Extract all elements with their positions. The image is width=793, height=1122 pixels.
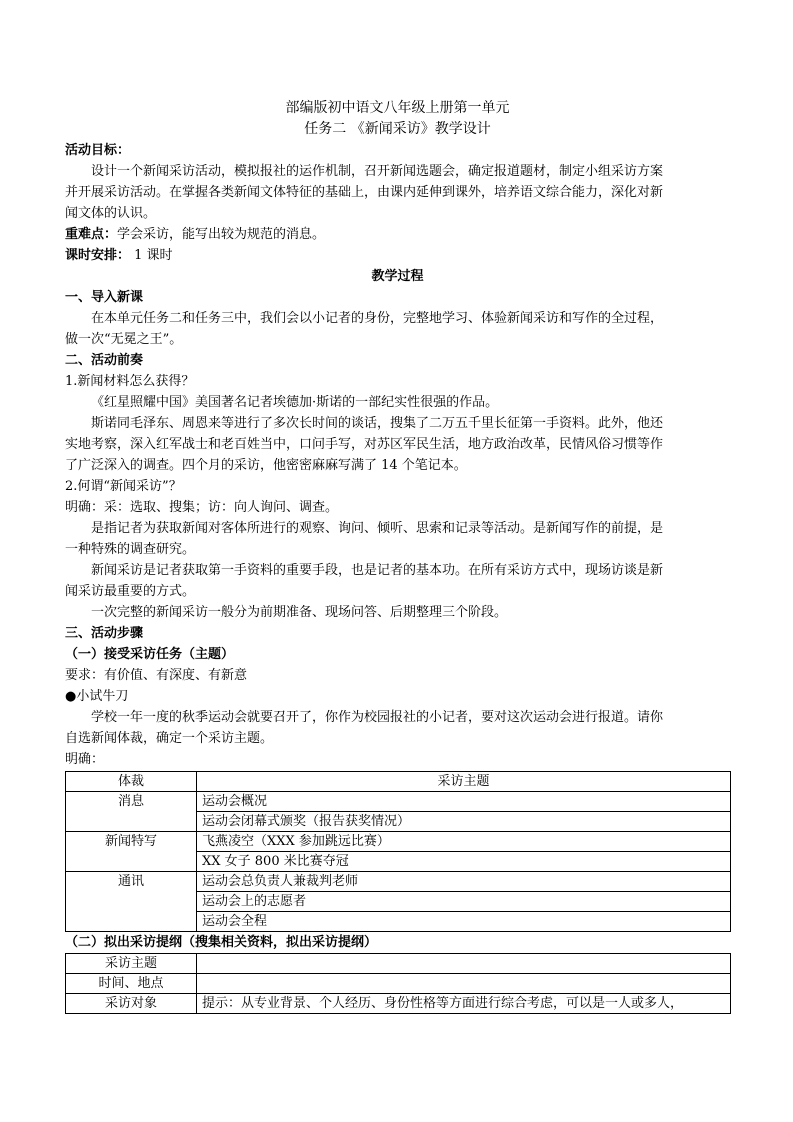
topic-cell: 飞燕凌空（XXX 参加跳远比赛）: [197, 832, 731, 852]
topic-cell: 运动会概况: [197, 792, 731, 812]
section-heading: 三、活动步骤: [65, 626, 144, 641]
subsection-heading: （二）拟出采访提纲（搜集相关资料，拟出采访提纲）: [65, 935, 378, 950]
table-row: [66, 872, 731, 892]
paragraph-line: 是指记者为获取新闻对客体所进行的观察、询问、倾听、思索和记录等活动。是新闻写作的前提，是: [91, 521, 664, 536]
goals-text-line: 闻文体的认识。: [65, 206, 157, 221]
key-points-text: 学会采访，能写出较为规范的消息。: [117, 227, 326, 242]
goals-text-line: 设计一个新闻采访活动，模拟报社的运作机制，召开新闻选题会，确定报道题材，制定小组采访方案: [91, 164, 664, 179]
genre-cell: 通讯: [66, 872, 197, 932]
requirement: 要求：有价值、有深度、有新意: [65, 668, 248, 683]
paragraph-line: 一次完整的新闻采访一般分为前期准备、现场问答、后期整理三个阶段。: [91, 605, 508, 620]
genre-cell: 新闻特写: [66, 832, 197, 872]
interview-outline-table: [65, 953, 731, 1014]
topic-cell: 运动会闭幕式颁奖（报告获奖情况）: [197, 812, 731, 832]
answer: 明确：采：选取、搜集；访：向人询问、调查。: [65, 500, 339, 515]
paragraph-line: 闻采访最重要的方式。: [65, 584, 196, 599]
outline-value-cell: 提示：从专业背景、个人经历、身份性格等方面进行综合考虑，可以是一人或多人，: [197, 994, 731, 1014]
trial-heading: ●小试牛刀: [65, 689, 129, 704]
paragraph-line: 斯诺同毛泽东、周恩来等进行了多次长时间的谈话，搜集了二万五千里长征第一手资料。此外，他还: [91, 416, 664, 431]
paragraph-line: 做一次“无冕之王”。: [65, 332, 183, 347]
section-heading: 一、导入新课: [65, 290, 144, 305]
goals-label: 活动目标：: [65, 143, 131, 158]
goals-text-line: 并开展采访活动。在掌握各类新闻文体特征的基础上，由课内延伸到课外，培养语文综合能力，深化对新: [65, 185, 664, 200]
genre-cell: 消息: [66, 792, 197, 832]
table-header-cell: 体裁: [66, 772, 197, 792]
paragraph-line: 《红星照耀中国》美国著名记者埃德加·斯诺的一部纪实性很强的作品。: [91, 395, 499, 410]
table-header-row: [66, 772, 731, 792]
outline-label-cell: 时间、地点: [66, 974, 197, 994]
schedule-text: 1 课时: [130, 248, 173, 263]
outline-value-cell: [197, 974, 731, 994]
paragraph-line: 新闻采访是记者获取第一手资料的重要手段，也是记者的基本功。在所有采访方式中，现场访谈是新: [91, 563, 664, 578]
table-row: [66, 954, 731, 974]
paragraph-line: 一种特殊的调查研究。: [65, 542, 196, 557]
key-points: [65, 224, 730, 245]
outline-label-cell: 采访对象: [66, 994, 197, 1014]
process-title: 教学过程: [371, 269, 424, 284]
outline-label-cell: 采访主题: [66, 954, 197, 974]
key-points-label: 重难点：: [65, 227, 118, 242]
schedule-label: 课时安排：: [65, 248, 131, 263]
lesson-plan: [65, 98, 730, 1014]
doc-title: 部编版初中语文八年级上册第一单元: [285, 100, 510, 116]
question: 1.新闻材料怎么获得？: [65, 374, 195, 389]
table-row: [66, 994, 731, 1014]
paragraph-line: 学校一年一度的秋季运动会就要召开了，你作为校园报社的小记者，要对这次运动会进行报道。请你: [91, 710, 664, 725]
outline-value-cell: [197, 954, 731, 974]
table-row: [66, 792, 731, 812]
topic-cell: 运动会总负责人兼裁判老师: [197, 872, 731, 892]
table-header-cell: 采访主题: [197, 772, 731, 792]
paragraph-line: 了广泛深入的调查。四个月的采访，他密密麻麻写满了 14 个笔记本。: [65, 458, 467, 473]
paragraph-line: 实地考察，深入红军战士和老百姓当中，口问手写，对苏区军民生活，地方政治改革，民情风俗习惯等作: [65, 437, 664, 452]
table-row: [66, 974, 731, 994]
paragraph-line: 在本单元任务二和任务三中，我们会以小记者的身份，完整地学习、体验新闻采访和写作的全过程，: [91, 311, 664, 326]
paragraph-line: 自选新闻体裁，确定一个采访主题。: [65, 731, 274, 746]
topic-cell: 运动会全程: [197, 912, 731, 932]
topic-cell: 运动会上的志愿者: [197, 892, 731, 912]
doc-subtitle: 任务二 《新闻采访》教学设计: [304, 121, 491, 137]
question: 2.何谓“新闻采访”？: [65, 479, 182, 494]
section-heading: 二、活动前奏: [65, 353, 144, 368]
schedule: [65, 245, 730, 266]
subsection-heading: （一）接受采访任务（主题）: [65, 647, 235, 662]
genre-topic-table: [65, 771, 731, 932]
topic-cell: XX 女子 800 米比赛夺冠: [197, 852, 731, 872]
table-row: [66, 832, 731, 852]
clarify-label: 明确：: [65, 752, 105, 767]
